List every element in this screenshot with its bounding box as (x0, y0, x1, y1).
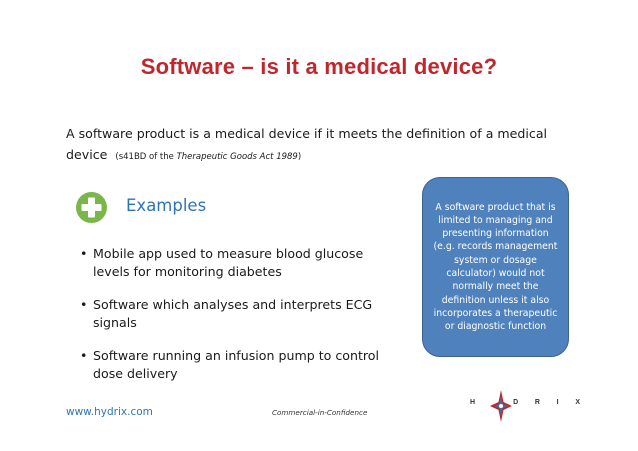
list-item-text: Mobile app used to measure blood glucose levels for monitoring diabetes (93, 246, 364, 279)
act-name: Therapeutic Goods Act 1989 (176, 152, 298, 162)
logo-letter: X (575, 399, 580, 406)
bullet-marker: • (80, 348, 88, 363)
list-item-text: Software which analyses and interprets ECG signals (93, 297, 373, 330)
examples-list (80, 245, 400, 398)
bullet-marker: • (80, 297, 88, 312)
list-item (80, 296, 400, 332)
callout-text: A software product that is limited to managing and presenting information (e.g. records management system or dosage calculator) would not normally meet the definition unless it also incorporates a therapeutic or diagnostic function (433, 201, 558, 333)
intro-main-text: A software product is a medical device if it meets the definition of a medical device (66, 126, 548, 162)
intro-paragraph (66, 123, 566, 168)
logo-letter: H (470, 399, 476, 406)
examples-heading: Examples (126, 196, 207, 215)
footer-url[interactable]: www.hydrix.com (66, 406, 153, 418)
logo-letter: I (556, 399, 559, 406)
logo-letter: D (513, 399, 519, 406)
slide-title: Software – is it a medical device? (140, 54, 498, 79)
plus-circle-icon (76, 192, 107, 223)
list-item (80, 245, 400, 281)
callout-box (422, 177, 569, 357)
logo-wordmark (470, 399, 580, 406)
list-item (80, 347, 400, 383)
logo-letter: R (534, 399, 540, 406)
intro-citation: (s41BD of the Therapeutic Goods Act 1989) (115, 152, 302, 162)
confidentiality-label: Commercial-in-Confidence (272, 408, 368, 417)
logo-star-icon (490, 390, 512, 422)
hydrix-logo (470, 388, 580, 424)
bullet-marker: • (80, 246, 88, 261)
list-item-text: Software running an infusion pump to control dose delivery (93, 348, 380, 381)
